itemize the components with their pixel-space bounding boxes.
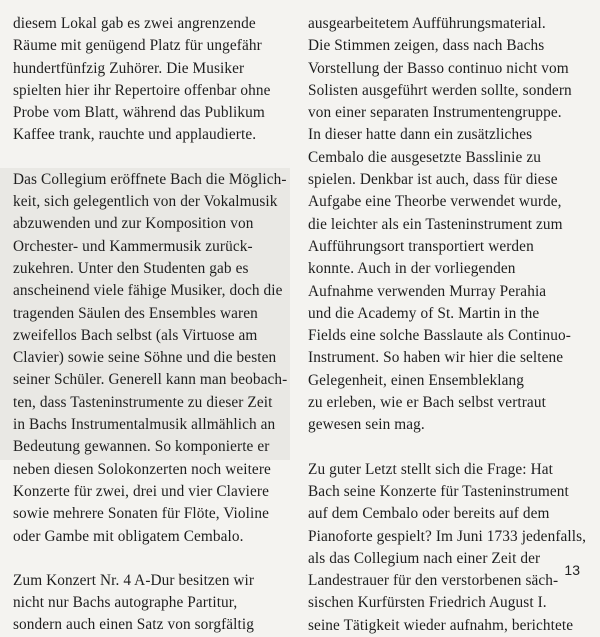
right-column [308, 0, 590, 637]
left-paragraph-1: diesem Lokal gab es zwei angrenzende Räume mit genügend Platz für ungefähr hundertfünfzig Zuhörer. Die Musiker spielten hier ihr Repertoire offenbar ohne Probe vom Blatt, während das Publikum Kaffee trank, rauchte und applaudierte. [13, 15, 271, 144]
left-paragraph-3: Zum Konzert Nr. 4 A-Dur besitzen wir nicht nur Bachs autographe Partitur, sondern auch einen Satz von sorgfältig [13, 571, 255, 634]
left-paragraph-2: Das Collegium eröffnete Bach die Möglich- keit, sich gelegentlich von der Vokalmusik abzuwenden und zur Komposition von Orchester- und Kammermusik zurück- zukehren. Unter den Studenten gab es anscheinend viele fähige Musiker, doch die tragenden Säulen des Ensembles waren zweifellos Bach selbst (als Virtuose am Clavier) sowie seine Söhne und die besten seiner Schüler. Generell kann man beobach- ten, dass Tasteninstrumente zu dieser Zeit in Bachs Instrumentalmusik allmählich an Bedeutung gewannen. So komponierte er neben diesen Solokonzerten noch weitere Konzerte für zwei, drei und vier Claviere sowie mehrere Sonaten für Flöte, Violine oder Gambe mit obligatem Cembalo. [13, 170, 288, 545]
page-number: 13 [564, 562, 580, 578]
left-column [13, 0, 291, 637]
right-paragraph-1: ausgearbeitetem Aufführungsmaterial. Die Stimmen zeigen, dass nach Bachs Vorstellung der Basso continuo nicht vom Solisten ausgeführt werden sollte, sondern von einer separaten Instrumentengruppe. In dieser hatte dann ein zusätzliches Cembalo die ausgesetzte Basslinie zu spielen. Denkbar ist auch, dass für diese Aufgabe eine Theorbe verwendet wurde, die leichter als ein Tasteninstrument zum Aufführungsort transportiert werden konnte. Auch in der vorliegenden Aufnahme verwenden Murray Perahia und die Academy of St. Martin in the Fields eine solche Basslaute als Continuo- Instrument. So haben wir hier die seltene Gelegenheit, einen Ensembleklang zu erleben, wie er Bach selbst vertraut gewesen sein mag. [308, 15, 572, 434]
right-paragraph-2: Zu guter Letzt stellt sich die Frage: Hat Bach seine Konzerte für Tasteninstrument auf dem Cembalo oder bereits auf dem Pianoforte gespielt? Im Juni 1733 jedenfalls, als das Collegium nach einer Zeit der Landestrauer für den verstorbenen säch- sischen Kurfürsten Friedrich August I. seine Tätigkeit wieder aufnahm, berichtete [308, 460, 587, 634]
